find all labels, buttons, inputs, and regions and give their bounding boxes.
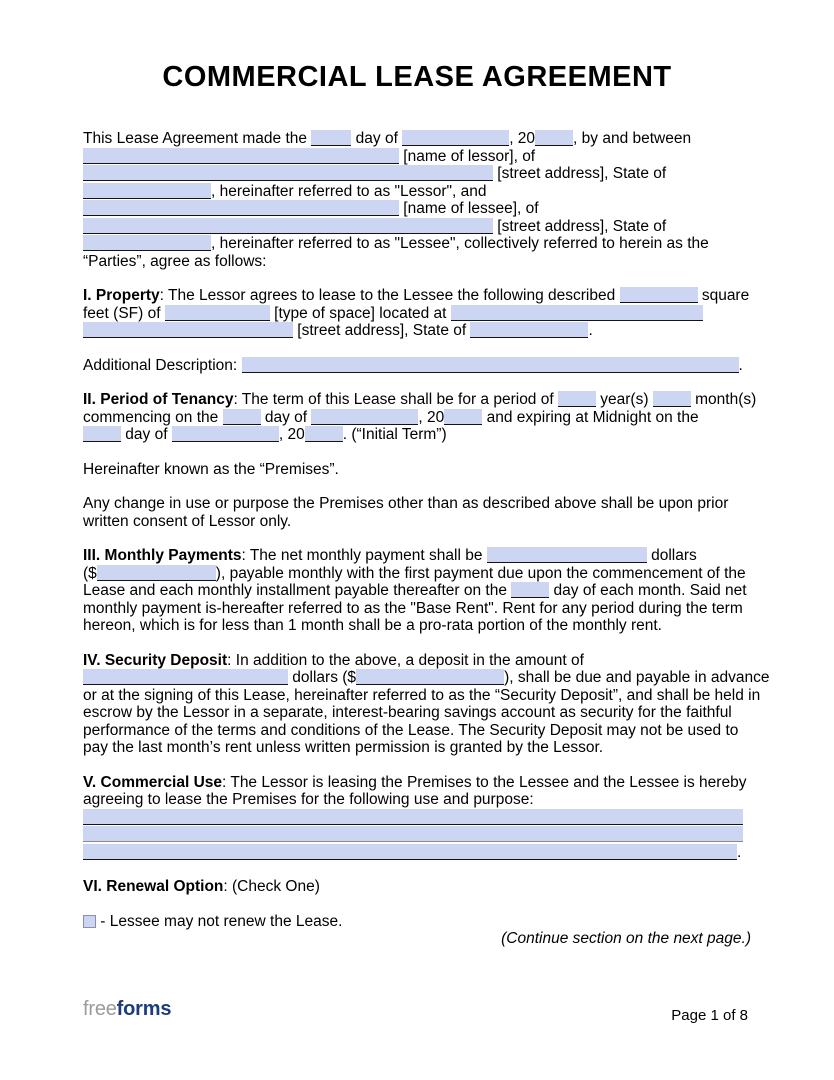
section-security-deposit-heading: IV. Security Deposit	[83, 651, 228, 669]
section-monthly-payments-line	[83, 547, 751, 565]
text-run: (Continue section on the next page.)	[501, 930, 751, 947]
text-run: , hereinafter referred to as "Lessor", and	[211, 182, 487, 200]
text-run: : (Check One)	[223, 878, 320, 895]
additional-description-field[interactable]	[242, 357, 739, 373]
text-run: or at the signing of this Lease, hereinafter referred to as the “Security Deposit”, and shall be held in	[83, 686, 761, 704]
text-run: day of	[121, 426, 172, 443]
use-change-note-line	[83, 495, 751, 513]
document-body	[83, 130, 770, 948]
text-run: and expiring at Midnight on the	[482, 408, 699, 426]
term-years-field[interactable]	[558, 391, 596, 407]
type-of-space-field[interactable]	[165, 305, 270, 321]
section-monthly-payments-line	[83, 565, 751, 583]
deposit-amount-field[interactable]	[356, 669, 504, 685]
text-run: month(s)	[690, 391, 757, 408]
section-period-of-tenancy	[83, 391, 757, 444]
section-property-line	[83, 322, 751, 340]
lease-year-field[interactable]	[535, 130, 573, 146]
commencement-day-field[interactable]	[223, 409, 261, 425]
text-run: Additional Description:	[83, 356, 242, 374]
text-run: Any change in use or purpose the Premises other than as described above shall be upon prior	[83, 495, 729, 512]
payment-day-field[interactable]	[511, 582, 549, 598]
renewal-choice-line	[83, 930, 751, 948]
expiration-day-field[interactable]	[83, 426, 121, 442]
logo-free-text: free	[83, 998, 117, 1020]
freeforms-logo	[83, 998, 171, 1021]
section-security-deposit-line	[83, 704, 751, 722]
text-run: , by and between	[573, 130, 692, 147]
text-run: dollars ($	[288, 669, 357, 686]
intro-paragraph-line	[83, 253, 751, 271]
commencement-year-field[interactable]	[444, 409, 482, 425]
text-run: .	[588, 322, 593, 339]
text-run: performance of the terms and conditions of the Lease. The Security Deposit may not be used to	[83, 721, 739, 739]
section-security-deposit-line	[83, 722, 751, 740]
text-run: feet (SF) of	[83, 304, 165, 322]
property-state-field[interactable]	[470, 322, 588, 338]
intro-paragraph-line	[83, 218, 751, 236]
text-run: , 20	[509, 130, 536, 147]
text-run: [type of space] located at	[269, 304, 451, 322]
monthly-payment-words-field[interactable]	[487, 547, 647, 563]
text-run: ), shall be due and payable in advance	[504, 669, 770, 686]
renewal-choice-line	[83, 913, 751, 931]
section-period-of-tenancy-line	[83, 409, 751, 427]
text-run: commencing on the	[83, 408, 223, 426]
text-run: [street address], State of	[493, 165, 667, 182]
section-security-deposit	[83, 651, 770, 757]
text-run: written consent of Lessor only.	[83, 512, 292, 530]
renewal-choice	[83, 913, 751, 948]
page-number: Page 1 of 8	[671, 1007, 748, 1024]
text-run: . (“Initial Term”)	[342, 426, 447, 443]
lessee-state-field[interactable]	[83, 235, 211, 251]
text-run: : The term of this Lease shall be for a period of	[233, 391, 558, 408]
intro-paragraph	[83, 130, 751, 270]
commencement-month-field[interactable]	[311, 409, 418, 425]
lessee-name-field[interactable]	[83, 200, 399, 216]
text-run: pay the last month’s rent unless written permission is granted by the Lessor.	[83, 739, 604, 756]
logo-forms-text: forms	[116, 998, 172, 1020]
text-run: “Parties”, agree as follows:	[83, 252, 267, 270]
text-run: day of	[260, 408, 312, 426]
text-run: square	[697, 287, 750, 304]
text-run: ), payable monthly with the first payment due upon the commencement of the	[215, 564, 746, 582]
section-security-deposit-line	[83, 739, 751, 757]
text-run: : The net monthly payment shall be	[241, 547, 487, 564]
text-run: , 20	[278, 426, 305, 443]
section-monthly-payments-heading: III. Monthly Payments	[83, 547, 242, 564]
text-run: , 20	[418, 408, 445, 426]
section-monthly-payments-line	[83, 617, 751, 635]
use-purpose-field-3[interactable]	[83, 844, 737, 860]
section-security-deposit-line	[83, 669, 770, 687]
text-run: Lease and each monthly installment payable thereafter on the	[83, 582, 512, 599]
lessor-name-field[interactable]	[83, 148, 399, 164]
lessor-state-field[interactable]	[83, 183, 211, 199]
text-run: Hereinafter known as the “Premises”.	[83, 460, 339, 478]
section-property-heading: I. Property	[83, 287, 160, 304]
section-commercial-use-line	[83, 791, 751, 809]
section-monthly-payments-line	[83, 582, 751, 600]
use-change-note-line	[83, 513, 751, 531]
text-run: escrow by the Lessor in a separate, interest-bearing savings account as security for the faithful	[83, 704, 732, 721]
square-feet-field[interactable]	[620, 287, 698, 303]
text-run: : In addition to the above, a deposit in the amount of	[227, 651, 584, 669]
text-run: agreeing to lease the Premises for the following use and purpose:	[83, 791, 534, 808]
use-purpose-field-2[interactable]	[83, 826, 743, 842]
section-monthly-payments-line	[83, 600, 751, 618]
additional-description-line	[83, 357, 751, 375]
additional-description	[83, 357, 751, 375]
section-property-line	[83, 287, 751, 305]
expiration-month-field[interactable]	[172, 426, 279, 442]
section-property	[83, 287, 751, 340]
section-period-of-tenancy-line	[83, 426, 751, 444]
intro-paragraph-line	[83, 183, 751, 201]
section-commercial-use-heading: V. Commercial Use	[83, 773, 223, 791]
intro-paragraph-line	[83, 165, 751, 183]
no-renewal-checkbox[interactable]	[83, 915, 96, 928]
deposit-words-field[interactable]	[83, 669, 288, 685]
lessor-street-address-field[interactable]	[83, 165, 493, 181]
section-commercial-use-line	[83, 844, 751, 862]
intro-paragraph-line	[83, 130, 751, 148]
text-run: day of	[351, 130, 403, 147]
text-run: [street address], State of	[493, 217, 667, 235]
text-run: : The Lessor is leasing the Premises to the Lessee and the Lessee is hereby	[222, 773, 747, 791]
section-renewal-option	[83, 878, 751, 896]
intro-paragraph-line	[83, 200, 751, 218]
text-run: ($	[83, 564, 97, 582]
section-monthly-payments	[83, 547, 751, 635]
text-run: day of each month. Said net	[549, 582, 747, 599]
property-street-address-field-2[interactable]	[83, 322, 293, 338]
section-period-of-tenancy-heading: II. Period of Tenancy	[83, 391, 234, 408]
intro-paragraph-line	[83, 148, 751, 166]
text-run: dollars	[646, 547, 697, 564]
text-run: monthly payment is-hereafter referred to as the "Base Rent". Rent for any period during the term	[83, 599, 743, 617]
section-period-of-tenancy-line	[83, 391, 757, 409]
intro-paragraph-line	[83, 235, 751, 253]
text-run: .	[737, 843, 742, 861]
premises-note	[83, 461, 751, 479]
property-street-address-field-1[interactable]	[451, 305, 703, 321]
monthly-payment-amount-field[interactable]	[97, 565, 216, 581]
section-property-line	[83, 305, 751, 323]
footer	[83, 998, 748, 1024]
section-commercial-use-line	[83, 809, 751, 827]
expiration-year-field[interactable]	[305, 426, 343, 442]
section-security-deposit-line	[83, 686, 761, 705]
term-months-field[interactable]	[653, 391, 691, 407]
premises-note-line	[83, 461, 751, 479]
lessee-street-address-field[interactable]	[83, 218, 493, 234]
text-run: [street address], State of	[293, 322, 471, 339]
section-commercial-use-line	[83, 774, 751, 792]
lease-day-field[interactable]	[311, 130, 351, 146]
text-run: [name of lessee], of	[399, 200, 539, 217]
section-commercial-use	[83, 774, 751, 862]
text-run: - Lessee may not renew the Lease.	[96, 912, 343, 930]
use-change-note	[83, 495, 751, 530]
text-run: : The Lessor agrees to lease to the Lessee the following described	[159, 287, 620, 304]
text-run: [name of lessor], of	[399, 147, 536, 165]
text-run: hereon, which is for less than 1 month shall be a pro-rata portion of the monthly rent.	[83, 617, 662, 634]
section-renewal-option-line	[83, 878, 751, 896]
document-title: COMMERCIAL LEASE AGREEMENT	[162, 61, 672, 93]
section-security-deposit-line	[83, 652, 751, 670]
use-purpose-field-1[interactable]	[83, 809, 743, 825]
text-run: , hereinafter referred to as "Lessee", collectively referred to herein as the	[211, 235, 709, 252]
section-renewal-option-heading: VI. Renewal Option	[83, 878, 224, 895]
text-run: year(s)	[595, 391, 653, 408]
lease-month-field[interactable]	[402, 130, 509, 146]
section-commercial-use-line	[83, 826, 751, 844]
text-run: .	[738, 356, 743, 374]
text-run: This Lease Agreement made the	[83, 130, 312, 147]
